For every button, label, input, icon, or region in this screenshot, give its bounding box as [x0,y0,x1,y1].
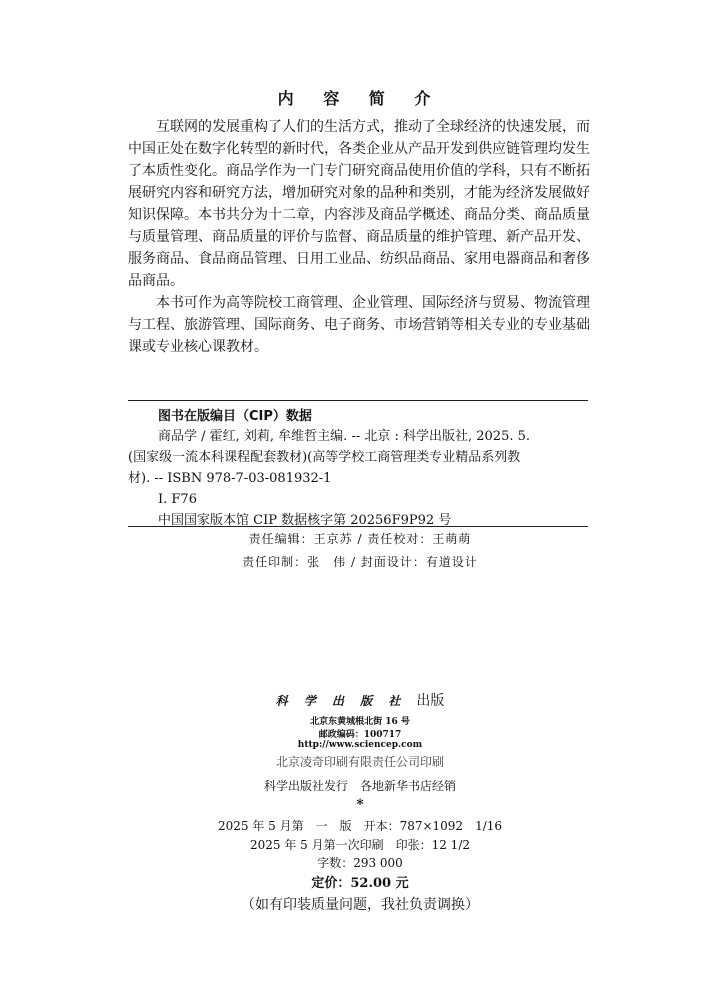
quality-notice: （如有印装质量问题，我社负责调换） [241,897,479,913]
distribution: 科学出版社发行 各地新华书店经销 [263,779,456,793]
cip-line: 商品学 / 霍红, 刘莉, 牟维哲主编. -- 北京 : 科学出版社, 2025. 5. [158,429,531,444]
cip-data-block [128,426,588,531]
responsible-printing-design: 责任印制：张 伟 / 封面设计：有道设计 [242,555,478,569]
cip-top-rule [128,400,588,401]
cip-line: 材). -- ISBN 978-7-03-081932-1 [128,471,332,486]
postcode: 邮政编码：100717 [318,730,402,740]
section-title: 内 容 简 介 [277,89,443,108]
cip-bottom-rule [128,526,588,527]
cip-line: (国家级一流本科课程配套教材)(高等学校工商管理类专业精品系列教 [128,450,521,465]
separator-star: * [356,797,364,813]
cip-line: Ⅰ. F76 [158,492,197,507]
publisher-name: 科 学 出 版 社 [275,694,407,708]
printer: 北京凌奇印刷有限责任公司印刷 [275,755,444,769]
cip-line: 中国国家版本馆 CIP 数据核字第 20256F9P92 号 [158,513,452,528]
publisher-url: http://www.sciencep.com [297,740,423,750]
printing-info: 2025 年 5 月第一次印刷 印张：12 1/2 [249,838,470,852]
book-introduction [128,116,590,358]
intro-paragraph-1: 互联网的发展重构了人们的生活方式，推动了全球经济的快速发展，而中国正处在数字化转型的新时代，各类企业从产品开发到供应链管理均发生了本质性变化。商品学作为一门专门研究商品使用价值的学科，只有不断拓展研究内容和研究方法，增加研究对象的品种和类别，才能为经济发展做好知识保障。本书共分为十二章，内容涉及商品学概述、商品分类、商品质量与质量管理、商品质量的评价与监督、商品质量的维护管理、新产品开发、服务商品、食品商品管理、日用工业品、纺织品商品、家用电器商品和奢侈品商品。 [128,119,590,289]
intro-paragraph-2: 本书可作为高等院校工商管理、企业管理、国际经济与贸易、物流管理与工程、旅游管理、国际商务、电子商务、市场营销等相关专业的专业基础课或专业核心课教材。 [128,295,590,355]
responsible-editors: 责任编辑：王京苏 / 责任校对：王萌萌 [248,532,472,546]
cip-heading: 图书在版编目（CIP）数据 [158,409,312,424]
publisher-address: 北京东黄城根北街 16 号 [310,717,410,727]
publish-word: 出版 [416,693,445,709]
word-count: 字数：293 000 [317,856,403,870]
price: 定价：52.00 元 [311,876,409,891]
publisher-line [0,690,720,710]
edition-info: 2025 年 5 月第 一 版 开本：787×1092 1/16 [217,819,503,833]
